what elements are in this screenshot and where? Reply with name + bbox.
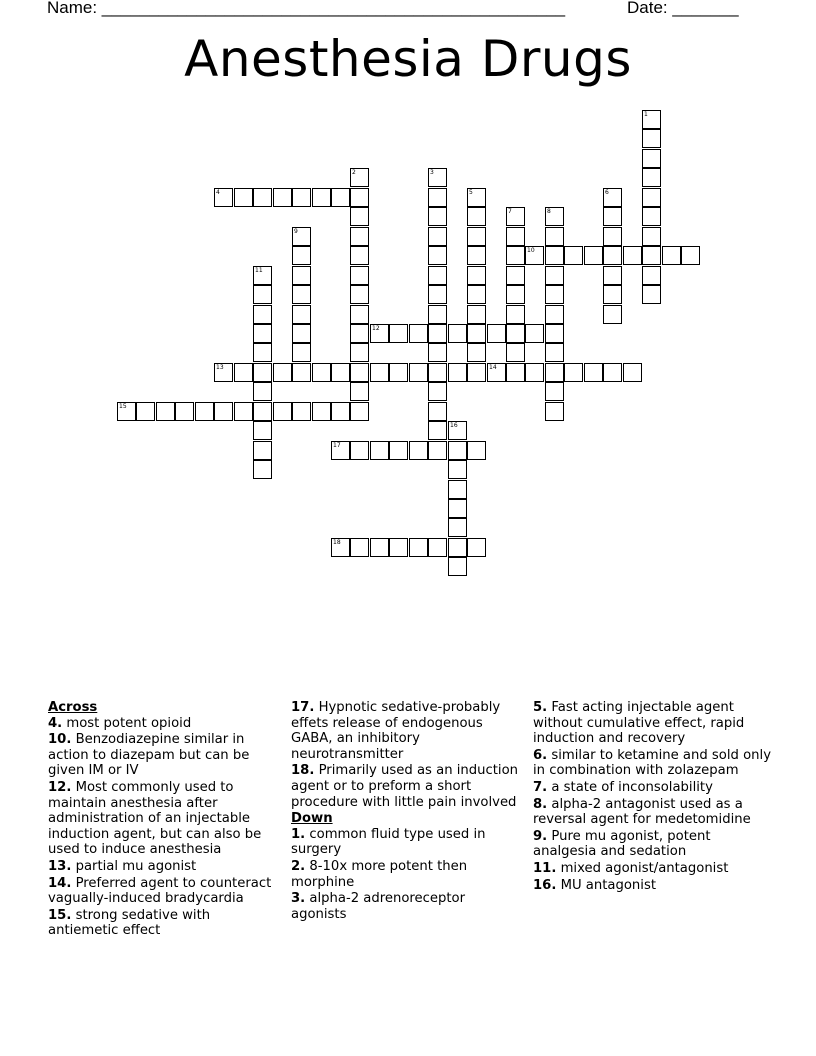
grid-cell[interactable] xyxy=(331,538,350,557)
grid-cell[interactable] xyxy=(350,402,369,421)
grid-cell[interactable] xyxy=(603,363,622,382)
grid-cell[interactable] xyxy=(350,382,369,401)
clue-number: 18. xyxy=(291,763,315,779)
clue-across xyxy=(48,876,280,907)
clue-number: 13. xyxy=(48,858,72,874)
grid-cell[interactable] xyxy=(253,188,272,207)
grid-cell[interactable] xyxy=(234,188,253,207)
grid-cell[interactable] xyxy=(234,363,253,382)
clue-number: 15. xyxy=(48,907,72,923)
grid-cell[interactable] xyxy=(448,499,467,518)
grid-cell[interactable] xyxy=(467,285,486,304)
grid-cell[interactable] xyxy=(467,538,486,557)
grid-cell[interactable] xyxy=(370,324,389,343)
grid-cell[interactable] xyxy=(642,129,661,148)
grid-cell[interactable] xyxy=(642,110,661,129)
grid-cell[interactable] xyxy=(545,285,564,304)
grid-cell[interactable] xyxy=(350,285,369,304)
grid-cell[interactable] xyxy=(428,168,447,187)
cell-number: 12 xyxy=(372,325,380,332)
grid-cell[interactable] xyxy=(292,285,311,304)
grid-cell[interactable] xyxy=(642,266,661,285)
grid-cell[interactable] xyxy=(409,363,428,382)
grid-cell[interactable] xyxy=(448,363,467,382)
grid-cell[interactable] xyxy=(584,246,603,265)
grid-cell[interactable] xyxy=(642,188,661,207)
grid-cell[interactable] xyxy=(312,188,331,207)
grid-cell[interactable] xyxy=(253,305,272,324)
grid-cell[interactable] xyxy=(506,305,525,324)
grid-cell[interactable] xyxy=(448,441,467,460)
grid-cell[interactable] xyxy=(312,363,331,382)
grid-cell[interactable] xyxy=(428,343,447,362)
clue-text: strong sedative with antiemetic effect xyxy=(48,907,211,939)
date-line: Date: _______ xyxy=(627,0,739,17)
grid-cell[interactable] xyxy=(253,363,272,382)
grid-cell[interactable] xyxy=(428,538,447,557)
grid-cell[interactable] xyxy=(175,402,194,421)
grid-cell[interactable] xyxy=(623,246,642,265)
clue-number: 4. xyxy=(48,715,63,731)
grid-cell[interactable] xyxy=(331,363,350,382)
grid-cell[interactable] xyxy=(156,402,175,421)
page-title: Anesthesia Drugs xyxy=(184,30,632,88)
clue-text: a state of inconsolability xyxy=(551,779,713,795)
cell-number: 4 xyxy=(216,189,220,196)
grid-cell[interactable] xyxy=(448,324,467,343)
grid-cell[interactable] xyxy=(350,207,369,226)
grid-cell[interactable] xyxy=(642,285,661,304)
grid-cell[interactable] xyxy=(312,402,331,421)
grid-cell[interactable] xyxy=(292,227,311,246)
clue-text: Benzodiazepine similar in action to diazepam but can be given IM or IV xyxy=(48,732,250,779)
grid-cell[interactable] xyxy=(642,207,661,226)
grid-cell[interactable] xyxy=(273,402,292,421)
clue-column-2 xyxy=(291,700,523,923)
clue-down xyxy=(533,748,773,779)
grid-cell[interactable] xyxy=(642,246,661,265)
clue-text: Primarily used as an induction agent or to preform a short procedure with little pain involved xyxy=(291,763,519,810)
grid-cell[interactable] xyxy=(564,363,583,382)
grid-cell[interactable] xyxy=(545,324,564,343)
grid-cell[interactable] xyxy=(545,227,564,246)
clue-number: 7. xyxy=(533,779,548,795)
clue-column-3 xyxy=(533,700,773,894)
clue-across xyxy=(48,780,280,858)
grid-cell[interactable] xyxy=(448,538,467,557)
grid-cell[interactable] xyxy=(467,188,486,207)
grid-cell[interactable] xyxy=(428,285,447,304)
grid-cell[interactable] xyxy=(292,324,311,343)
grid-cell[interactable] xyxy=(642,149,661,168)
grid-cell[interactable] xyxy=(428,266,447,285)
grid-cell[interactable] xyxy=(603,246,622,265)
grid-cell[interactable] xyxy=(448,421,467,440)
clue-down xyxy=(291,891,523,922)
grid-cell[interactable] xyxy=(253,382,272,401)
clue-number: 3. xyxy=(291,891,306,907)
grid-cell[interactable] xyxy=(350,227,369,246)
clue-number: 2. xyxy=(291,858,306,874)
clue-text: partial mu agonist xyxy=(75,858,197,874)
grid-cell[interactable] xyxy=(350,305,369,324)
down-heading: Down xyxy=(291,811,333,827)
clue-number: 5. xyxy=(533,700,548,715)
clue-text: Hypnotic sedative-probably effets release of endogenous GABA, an inhibitory neurotransmitter xyxy=(291,700,501,762)
grid-cell[interactable] xyxy=(214,402,233,421)
grid-cell[interactable] xyxy=(487,363,506,382)
clue-across xyxy=(291,700,523,762)
clue-number: 17. xyxy=(291,700,315,715)
grid-cell[interactable] xyxy=(350,538,369,557)
grid-cell[interactable] xyxy=(467,324,486,343)
grid-cell[interactable] xyxy=(253,441,272,460)
grid-cell[interactable] xyxy=(428,421,447,440)
grid-cell[interactable] xyxy=(545,402,564,421)
grid-cell[interactable] xyxy=(292,343,311,362)
grid-cell[interactable] xyxy=(428,324,447,343)
clue-text: mixed agonist/antagonist xyxy=(560,860,729,876)
grid-cell[interactable] xyxy=(292,246,311,265)
grid-cell[interactable] xyxy=(253,343,272,362)
grid-cell[interactable] xyxy=(467,246,486,265)
grid-cell[interactable] xyxy=(214,188,233,207)
cell-number: 11 xyxy=(255,267,263,274)
cell-number: 7 xyxy=(508,208,512,215)
grid-cell[interactable] xyxy=(409,324,428,343)
cell-number: 9 xyxy=(294,228,298,235)
clue-number: 14. xyxy=(48,875,72,891)
grid-cell[interactable] xyxy=(467,363,486,382)
grid-cell[interactable] xyxy=(253,285,272,304)
grid-cell[interactable] xyxy=(428,382,447,401)
grid-cell[interactable] xyxy=(603,227,622,246)
grid-cell[interactable] xyxy=(253,266,272,285)
grid-cell[interactable] xyxy=(350,343,369,362)
clue-text: MU antagonist xyxy=(560,877,656,893)
grid-cell[interactable] xyxy=(545,363,564,382)
clue-number: 1. xyxy=(291,826,306,842)
grid-cell[interactable] xyxy=(350,363,369,382)
cell-number: 13 xyxy=(216,364,224,371)
grid-cell[interactable] xyxy=(525,324,544,343)
grid-cell[interactable] xyxy=(545,382,564,401)
grid-cell[interactable] xyxy=(448,557,467,576)
grid-cell[interactable] xyxy=(545,266,564,285)
grid-cell[interactable] xyxy=(448,518,467,537)
clue-column-1 xyxy=(48,700,280,940)
clue-text: 8-10x more potent then morphine xyxy=(291,858,468,890)
cell-number: 15 xyxy=(119,403,127,410)
clue-down xyxy=(533,700,773,747)
grid-cell[interactable] xyxy=(642,168,661,187)
cell-number: 2 xyxy=(352,169,356,176)
grid-cell[interactable] xyxy=(467,227,486,246)
grid-cell[interactable] xyxy=(642,227,661,246)
grid-cell[interactable] xyxy=(428,188,447,207)
grid-cell[interactable] xyxy=(603,266,622,285)
grid-cell[interactable] xyxy=(214,363,233,382)
cell-number: 1 xyxy=(644,111,648,118)
grid-cell[interactable] xyxy=(292,305,311,324)
grid-cell[interactable] xyxy=(545,246,564,265)
grid-cell[interactable] xyxy=(389,441,408,460)
clue-number: 10. xyxy=(48,732,72,748)
clue-number: 8. xyxy=(533,796,548,812)
clue-text: alpha-2 antagonist used as a reversal agent for medetomidine xyxy=(533,796,751,828)
clue-text: common fluid type used in surgery xyxy=(291,826,486,858)
grid-cell[interactable] xyxy=(409,538,428,557)
grid-cell[interactable] xyxy=(331,441,350,460)
grid-cell[interactable] xyxy=(603,305,622,324)
grid-cell[interactable] xyxy=(389,538,408,557)
clue-across xyxy=(48,908,280,939)
grid-cell[interactable] xyxy=(428,441,447,460)
grid-cell[interactable] xyxy=(389,363,408,382)
clue-number: 12. xyxy=(48,779,72,795)
grid-cell[interactable] xyxy=(467,441,486,460)
grid-cell[interactable] xyxy=(545,207,564,226)
grid-cell[interactable] xyxy=(253,324,272,343)
clue-text: similar to ketamine and sold only in combination with zolazepam xyxy=(533,747,771,779)
grid-cell[interactable] xyxy=(331,188,350,207)
grid-cell[interactable] xyxy=(428,305,447,324)
clue-number: 16. xyxy=(533,877,557,893)
clue-across xyxy=(291,763,523,810)
grid-cell[interactable] xyxy=(292,363,311,382)
grid-cell[interactable] xyxy=(506,324,525,343)
grid-cell[interactable] xyxy=(487,324,506,343)
grid-cell[interactable] xyxy=(448,480,467,499)
grid-cell[interactable] xyxy=(292,188,311,207)
grid-cell[interactable] xyxy=(370,363,389,382)
grid-cell[interactable] xyxy=(428,207,447,226)
grid-cell[interactable] xyxy=(428,246,447,265)
clue-down xyxy=(533,878,773,894)
grid-cell[interactable] xyxy=(506,343,525,362)
clue-down xyxy=(533,829,773,860)
grid-cell[interactable] xyxy=(331,402,350,421)
grid-cell[interactable] xyxy=(564,246,583,265)
grid-cell[interactable] xyxy=(273,188,292,207)
grid-cell[interactable] xyxy=(350,168,369,187)
clue-text: Preferred agent to counteract vagually-induced bradycardia xyxy=(48,875,272,907)
grid-cell[interactable] xyxy=(467,305,486,324)
grid-cell[interactable] xyxy=(506,285,525,304)
grid-cell[interactable] xyxy=(350,246,369,265)
grid-cell[interactable] xyxy=(428,227,447,246)
grid-cell[interactable] xyxy=(506,266,525,285)
clue-number: 9. xyxy=(533,828,548,844)
grid-cell[interactable] xyxy=(350,324,369,343)
grid-cell[interactable] xyxy=(370,441,389,460)
grid-cell[interactable] xyxy=(428,402,447,421)
grid-cell[interactable] xyxy=(389,324,408,343)
clue-down xyxy=(533,861,773,877)
grid-cell[interactable] xyxy=(603,207,622,226)
grid-cell[interactable] xyxy=(506,227,525,246)
cell-number: 16 xyxy=(450,422,458,429)
grid-cell[interactable] xyxy=(253,402,272,421)
cell-number: 14 xyxy=(489,364,497,371)
grid-cell[interactable] xyxy=(662,246,681,265)
grid-cell[interactable] xyxy=(623,363,642,382)
clue-down xyxy=(533,780,773,796)
clue-text: Fast acting injectable agent without cumulative effect, rapid induction and recovery xyxy=(533,700,745,747)
grid-cell[interactable] xyxy=(545,343,564,362)
grid-cell[interactable] xyxy=(292,402,311,421)
clue-number: 11. xyxy=(533,860,557,876)
clue-down xyxy=(533,797,773,828)
clue-text: Most commonly used to maintain anesthesia after administration of an injectable induction agent, but can also be used to induce anesthesia xyxy=(48,779,262,858)
grid-cell[interactable] xyxy=(428,363,447,382)
grid-cell[interactable] xyxy=(545,305,564,324)
clue-number: 6. xyxy=(533,747,548,763)
grid-cell[interactable] xyxy=(350,441,369,460)
grid-cell[interactable] xyxy=(506,207,525,226)
grid-cell[interactable] xyxy=(292,266,311,285)
grid-cell[interactable] xyxy=(273,363,292,382)
grid-cell[interactable] xyxy=(467,343,486,362)
cell-number: 18 xyxy=(333,539,341,546)
cell-number: 8 xyxy=(547,208,551,215)
clue-down xyxy=(291,859,523,890)
grid-cell[interactable] xyxy=(350,188,369,207)
grid-cell[interactable] xyxy=(448,460,467,479)
grid-cell[interactable] xyxy=(467,207,486,226)
grid-cell[interactable] xyxy=(603,285,622,304)
clue-text: most potent opioid xyxy=(66,715,192,731)
clue-across xyxy=(48,732,280,779)
grid-cell[interactable] xyxy=(195,402,214,421)
cell-number: 17 xyxy=(333,442,341,449)
clue-across xyxy=(48,716,280,732)
name-line: Name: _________________________________________________ xyxy=(47,0,566,17)
grid-cell[interactable] xyxy=(370,538,389,557)
cell-number: 10 xyxy=(527,247,535,254)
grid-cell[interactable] xyxy=(136,402,155,421)
grid-cell[interactable] xyxy=(253,421,272,440)
clue-down xyxy=(291,827,523,858)
grid-cell[interactable] xyxy=(117,402,136,421)
clue-text: Pure mu agonist, potent analgesia and sedation xyxy=(533,828,711,860)
grid-cell[interactable] xyxy=(253,460,272,479)
grid-cell[interactable] xyxy=(350,266,369,285)
grid-cell[interactable] xyxy=(584,363,603,382)
grid-cell[interactable] xyxy=(525,246,544,265)
grid-cell[interactable] xyxy=(603,188,622,207)
across-heading: Across xyxy=(48,700,98,715)
cell-number: 6 xyxy=(605,189,609,196)
clue-text: alpha-2 adrenoreceptor agonists xyxy=(291,891,466,922)
grid-cell[interactable] xyxy=(234,402,253,421)
grid-cell[interactable] xyxy=(506,363,525,382)
grid-cell[interactable] xyxy=(681,246,700,265)
cell-number: 3 xyxy=(430,169,434,176)
cell-number: 5 xyxy=(469,189,473,196)
clue-across xyxy=(48,859,280,875)
grid-cell[interactable] xyxy=(467,266,486,285)
grid-cell[interactable] xyxy=(409,441,428,460)
grid-cell[interactable] xyxy=(506,246,525,265)
grid-cell[interactable] xyxy=(525,363,544,382)
